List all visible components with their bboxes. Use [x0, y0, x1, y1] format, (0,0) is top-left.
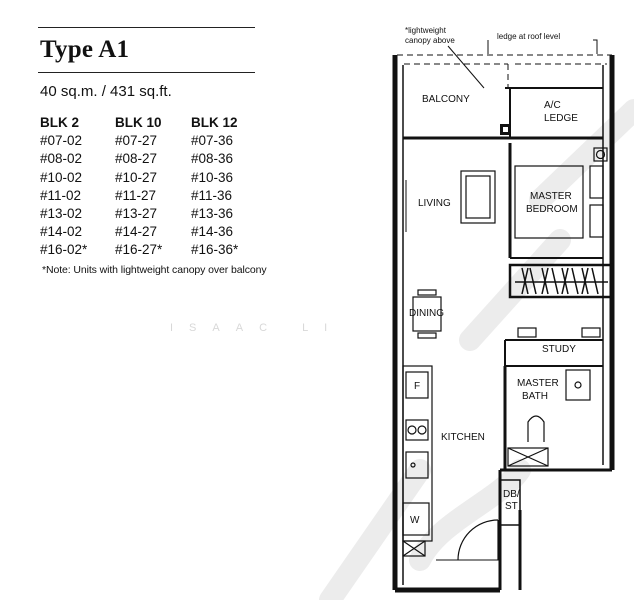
watermark-text: ISAAC LI — [170, 322, 344, 334]
room-label-dining: DINING — [409, 308, 444, 319]
block-name: BLK 12 — [191, 115, 238, 130]
washer-label: W — [410, 515, 420, 526]
room-label-master-bedroom: MASTER — [530, 191, 572, 202]
block-name: BLK 2 — [40, 115, 80, 130]
unit-number: #07-36 — [191, 133, 234, 149]
annotation-leaders — [448, 40, 597, 88]
room-label-ac-ledge: LEDGE — [544, 113, 578, 124]
interior-walls — [403, 88, 603, 470]
block-name: BLK 10 — [115, 115, 162, 130]
room-label-ac-ledge: A/C — [544, 100, 561, 111]
unit-number: #10-27 — [115, 169, 158, 185]
unit-number: #07-27 — [115, 133, 158, 149]
unit-number: #13-36 — [191, 206, 234, 222]
unit-number: #14-27 — [115, 224, 158, 240]
fridge-label: F — [414, 381, 421, 392]
unit-number: #11-36 — [191, 187, 233, 203]
room-label-db: ST — [505, 501, 518, 512]
unit-number: #08-02 — [40, 151, 83, 167]
room-label-balcony: BALCONY — [422, 94, 470, 105]
unit-number: #16-36* — [191, 242, 239, 258]
canopy-annotation: canopy above — [405, 36, 455, 45]
unit-number: #16-02* — [40, 242, 88, 258]
unit-number: #10-02 — [40, 169, 83, 185]
study-desk — [518, 328, 600, 337]
unit-area: 40 sq.m. / 431 sq.ft. — [40, 83, 172, 100]
room-label-study: STUDY — [542, 344, 576, 355]
unit-number: #13-27 — [115, 206, 158, 222]
canopy-note: *Note: Units with lightweight canopy over balcony — [42, 264, 267, 276]
unit-type-title: Type A1 — [40, 36, 130, 63]
unit-number: #11-02 — [40, 187, 82, 203]
unit-number: #16-27* — [115, 242, 163, 258]
room-label-master-bedroom: BEDROOM — [526, 204, 578, 215]
unit-number: #08-36 — [191, 151, 234, 167]
outer-walls — [395, 55, 612, 590]
canopy-annotation: *lightweight — [405, 26, 446, 35]
unit-number: #14-36 — [191, 224, 234, 240]
room-label-db: DB/ — [503, 489, 520, 500]
diagonal-watermark — [330, 110, 634, 600]
canopy-outline — [397, 55, 612, 88]
room-label-living: LIVING — [418, 198, 451, 209]
room-label-master-bath: BATH — [522, 391, 548, 402]
room-label-master-bath: MASTER — [517, 378, 559, 389]
room-label-kitchen: KITCHEN — [441, 432, 485, 443]
unit-number: #14-02 — [40, 224, 83, 240]
roof-ledge-annotation: ledge at roof level — [497, 32, 561, 41]
unit-number: #10-36 — [191, 169, 234, 185]
unit-number: #11-27 — [115, 187, 157, 203]
unit-number: #07-02 — [40, 133, 83, 149]
unit-number: #08-27 — [115, 151, 158, 167]
unit-number: #13-02 — [40, 206, 83, 222]
